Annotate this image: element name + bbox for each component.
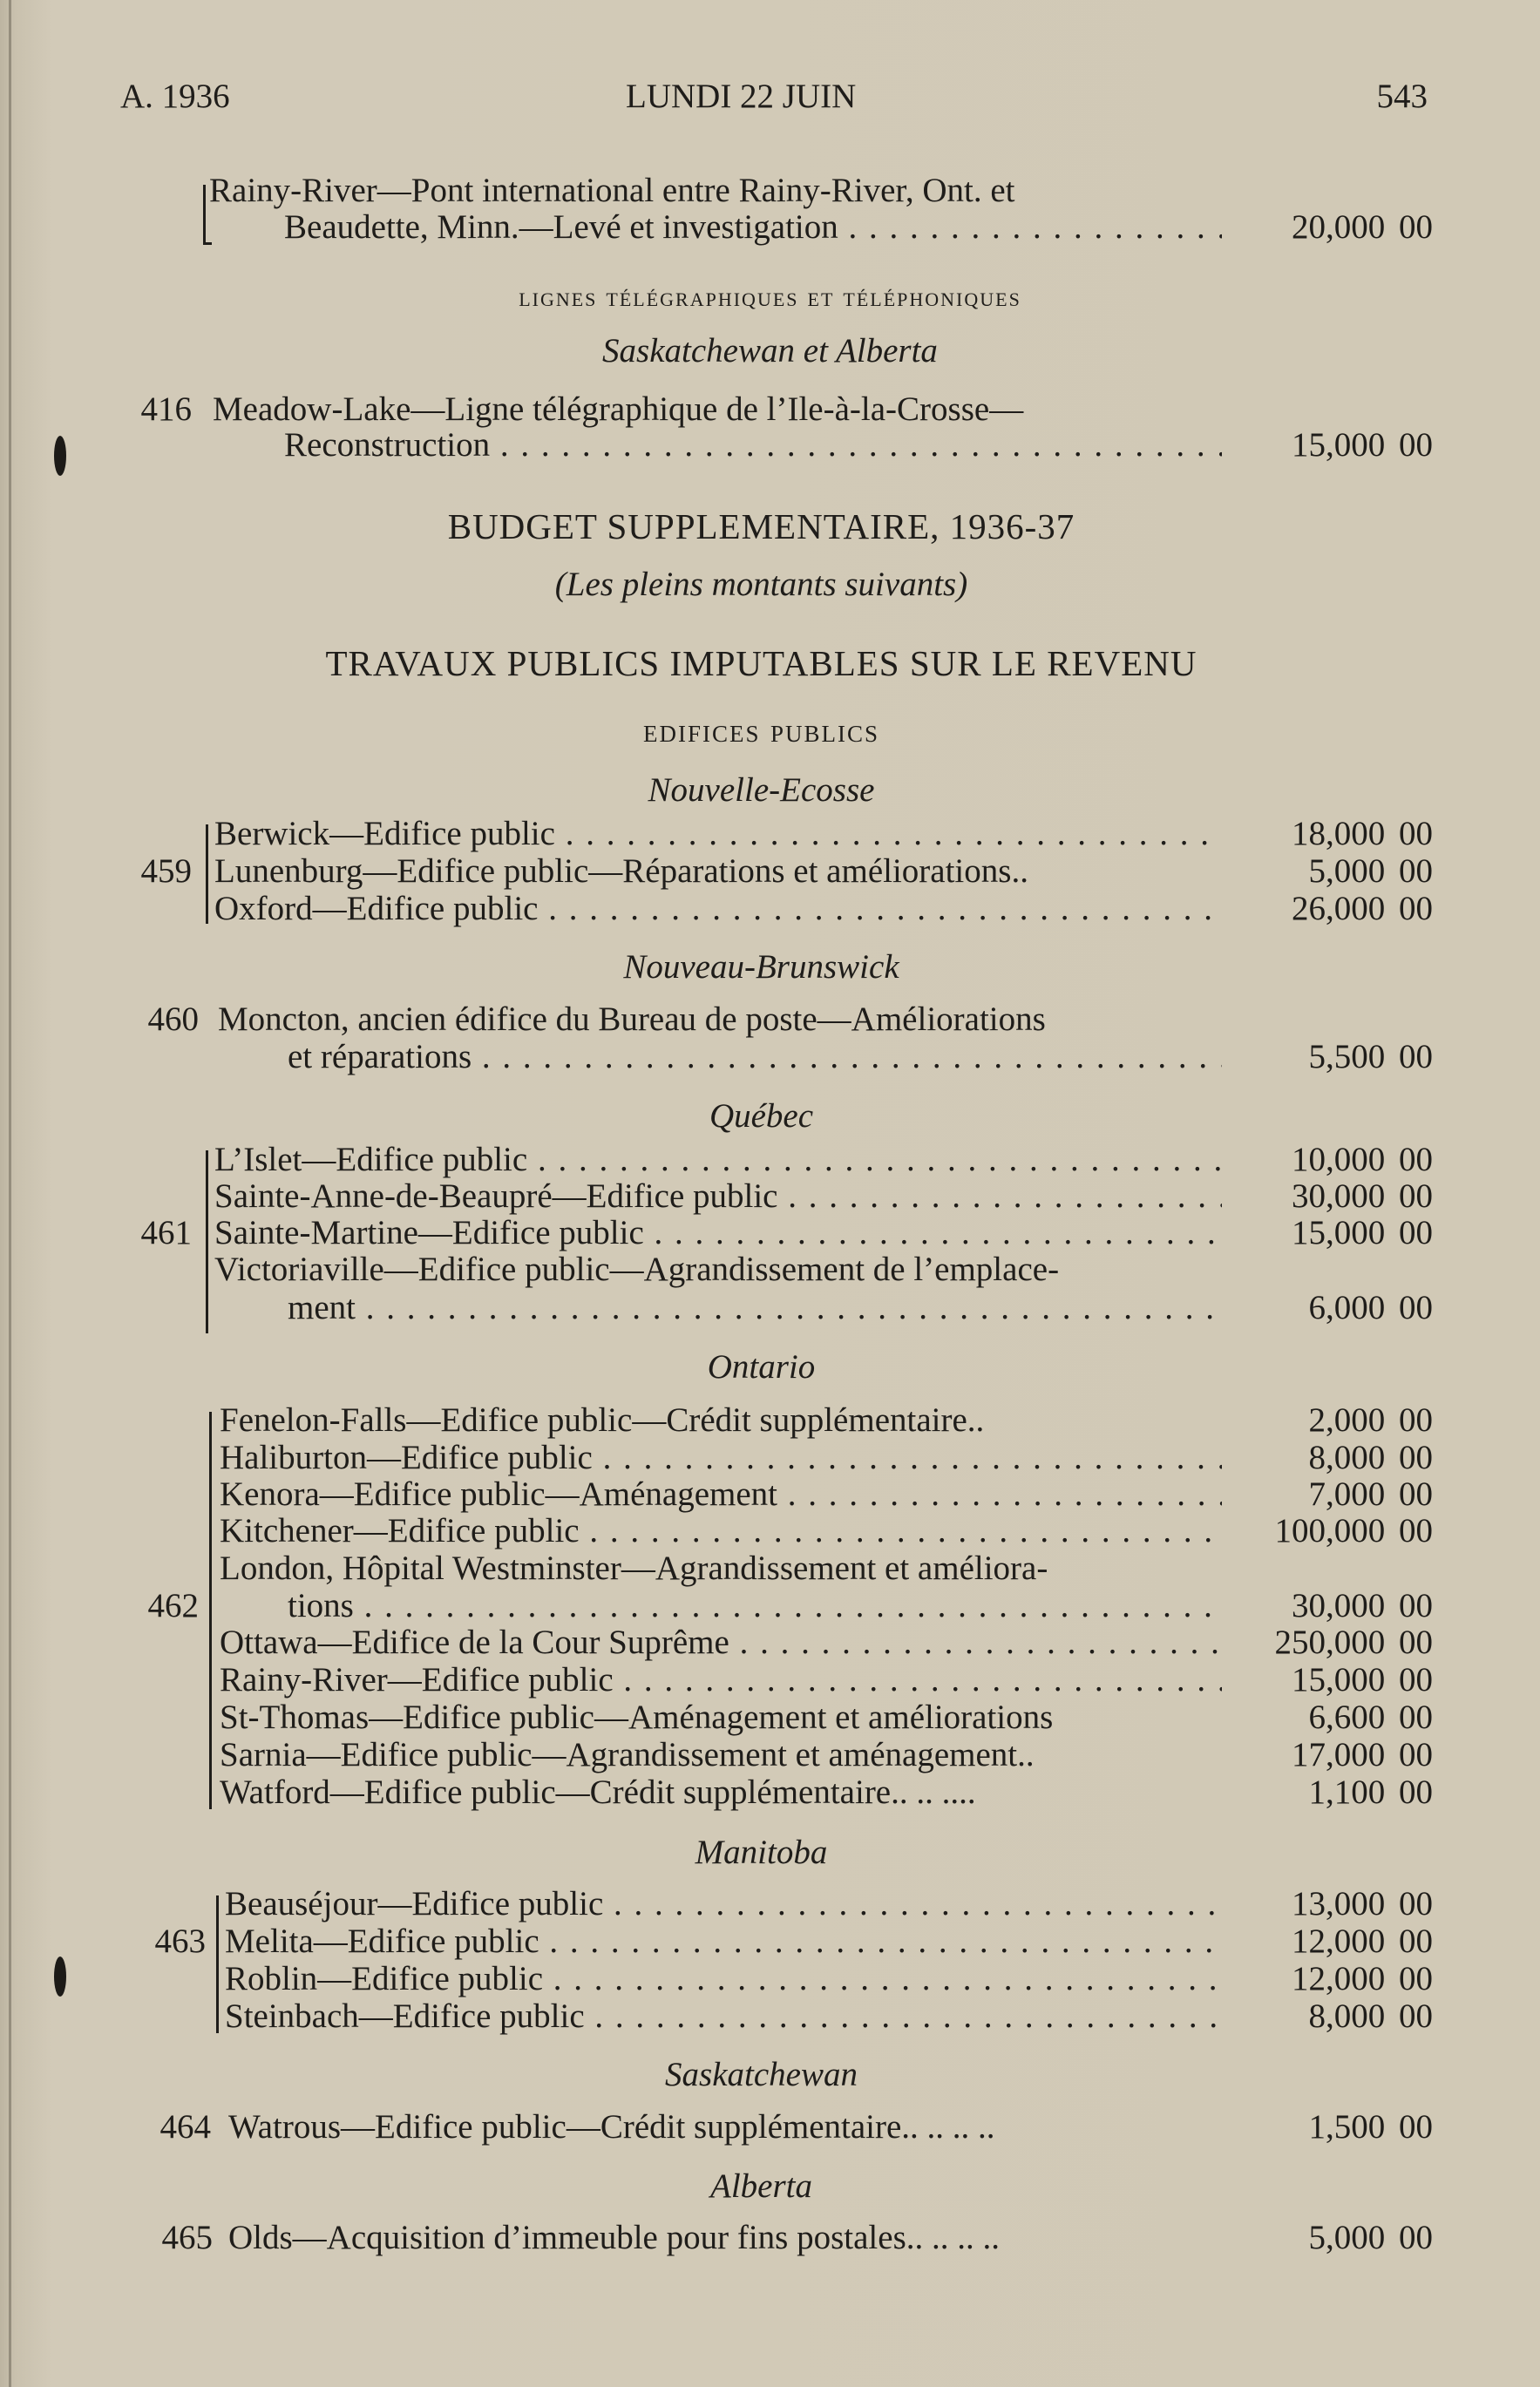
entry-text: ment . . .: [288, 1288, 1222, 1328]
entry-text: Oxford—Edifice public . . .: [214, 889, 1222, 929]
session-year: A. 1936: [120, 78, 230, 115]
entry-line: [0, 390, 1540, 430]
entry-amount: 30,000 00: [1292, 1177, 1433, 1215]
entry-line: [0, 1623, 1540, 1663]
entry-text: tions . . .: [288, 1586, 1222, 1626]
entry-line: [0, 1735, 1540, 1775]
entry-amount: 12,000 00: [1292, 1960, 1433, 1997]
entry-text: Sarnia—Edifice public—Agrandissement et aménagement..: [220, 1736, 1035, 1773]
entry-text: Watrous—Edifice public—Crédit supplémentaire.. .. .. ..: [228, 2108, 995, 2146]
entry-line: [0, 1884, 1540, 1924]
entry-text: Fenelon-Falls—Edifice public—Crédit supplémentaire..: [220, 1401, 985, 1439]
region-heading: Ontario: [707, 1348, 816, 1386]
entry-text: Rainy-River—Edifice public . . .: [220, 1660, 1222, 1700]
vote-number: 459: [140, 852, 192, 890]
vote-number: 463: [154, 1922, 206, 1960]
entry-line: [0, 1586, 1540, 1626]
entry-text: Lunenburg—Edifice public—Réparations et améliorations..: [214, 852, 1028, 890]
entry-amount: 13,000 00: [1292, 1885, 1433, 1922]
entry-text: Watford—Edifice public—Crédit supplémentaire.. .. ....: [220, 1773, 976, 1811]
entry-line: [0, 1549, 1540, 1589]
vote-number: 416: [140, 390, 192, 428]
entry-amount: 1,100 00: [1308, 1773, 1433, 1811]
region-heading: Alberta: [710, 2167, 812, 2205]
entry-text: Beauséjour—Edifice public . . .: [225, 1884, 1222, 1924]
entry-line: [0, 171, 1540, 211]
page-number: 543: [1376, 78, 1428, 115]
entry-amount: 250,000 00: [1274, 1624, 1433, 1661]
entry-line: [0, 1773, 1540, 1813]
entry-text: Sainte-Martine—Edifice public . . .: [214, 1213, 1222, 1253]
entry-amount: 26,000 00: [1292, 890, 1433, 927]
entry-line: [0, 1400, 1540, 1441]
entry-text: L’Islet—Edifice public . . .: [214, 1140, 1222, 1180]
entry-amount: 1,500 00: [1308, 2108, 1433, 2146]
entry-amount: 6,600 00: [1308, 1699, 1433, 1736]
entry-amount: 17,000 00: [1292, 1736, 1433, 1773]
entry-line: [0, 2218, 1540, 2258]
entry-text: Sainte-Anne-de-Beaupré—Edifice public . . .: [214, 1177, 1222, 1217]
entry-amount: 7,000 00: [1308, 1475, 1433, 1513]
entry-amount: 15,000 00: [1292, 1661, 1433, 1699]
entry-amount: 8,000 00: [1308, 1439, 1433, 1476]
entry-amount: 8,000 00: [1308, 1997, 1433, 2035]
travaux-heading: TRAVAUX PUBLICS IMPUTABLES SUR LE REVENU: [325, 643, 1197, 683]
entry-text: Roblin—Edifice public . . .: [225, 1959, 1222, 1999]
entry-text: Kitchener—Edifice public . . .: [220, 1511, 1222, 1551]
entry-amount: 20,000 00: [1292, 208, 1433, 246]
entry-text: Rainy-River—Pont international entre Rainy-River, Ont. et: [209, 172, 1015, 209]
entry-amount: 5,000 00: [1308, 2219, 1433, 2256]
entry-line: [0, 2107, 1540, 2147]
entry-text: Olds—Acquisition d’immeuble pour fins postales.. .. .. ..: [228, 2219, 1001, 2256]
entry-amount: 15,000 00: [1292, 1214, 1433, 1251]
entry-line: [0, 207, 1540, 248]
region-heading: Saskatchewan: [665, 2056, 858, 2093]
entry-amount: 10,000 00: [1292, 1141, 1433, 1178]
region-heading: Saskatchewan et Alberta: [602, 332, 938, 370]
entry-line: [0, 1213, 1540, 1253]
entry-line: [0, 1000, 1540, 1040]
entry-amount: 5,500 00: [1308, 1038, 1433, 1075]
vote-number: 460: [147, 1000, 199, 1038]
entry-text: Victoriaville—Edifice public—Agrandissement de l’emplace-: [214, 1251, 1060, 1288]
edifices-heading: edifices publics: [642, 713, 880, 749]
entry-text: Steinbach—Edifice public . . .: [225, 1997, 1222, 2037]
entry-text: London, Hôpital Westminster—Agrandissement et améliora-: [220, 1550, 1048, 1587]
section-heading: lignes télégraphiques et téléphoniques: [519, 281, 1021, 312]
budget-subtitle: (Les pleins montants suivants): [554, 566, 968, 603]
entry-line: [0, 1438, 1540, 1478]
page-date: LUNDI 22 JUIN: [626, 78, 857, 115]
entry-text: et réparations . . .: [288, 1037, 1222, 1077]
region-heading: Manitoba: [695, 1834, 828, 1871]
entry-text: St-Thomas—Edifice public—Aménagement et améliorations: [220, 1699, 1054, 1736]
entry-line: [0, 1177, 1540, 1217]
entry-line: [0, 1698, 1540, 1738]
entry-line: [0, 851, 1540, 892]
entry-line: [0, 1959, 1540, 1999]
entry-text: Meadow-Lake—Ligne télégraphique de l’Ile-à-la-Crosse—: [213, 390, 1024, 428]
entry-line: [0, 1475, 1540, 1515]
page-header: [120, 77, 1428, 120]
entry-text: Berwick—Edifice public . . .: [214, 814, 1222, 854]
region-heading: Nouveau-Brunswick: [623, 948, 899, 986]
entry-amount: 2,000 00: [1308, 1401, 1433, 1439]
entry-line: [0, 889, 1540, 929]
entry-line: [0, 1511, 1540, 1551]
entry-line: [0, 1288, 1540, 1328]
entry-text: Ottawa—Edifice de la Cour Suprême . . .: [220, 1623, 1222, 1663]
entry-line: [0, 1140, 1540, 1180]
vote-number: 461: [140, 1214, 192, 1251]
entry-amount: 100,000 00: [1274, 1512, 1433, 1550]
entry-text: Beaudette, Minn.—Levé et investigation . . .: [284, 207, 1222, 248]
entry-text: Melita—Edifice public . . .: [225, 1922, 1222, 1962]
entry-text: Moncton, ancien édifice du Bureau de poste—Améliorations: [218, 1000, 1046, 1038]
entry-line: [0, 425, 1540, 465]
entry-amount: 18,000 00: [1292, 815, 1433, 852]
entry-line: [0, 814, 1540, 854]
entry-line: [0, 1250, 1540, 1290]
entry-text: Haliburton—Edifice public . . .: [220, 1438, 1222, 1478]
entry-amount: 15,000 00: [1292, 426, 1433, 464]
entry-line: [0, 1660, 1540, 1700]
entry-amount: 12,000 00: [1292, 1922, 1433, 1960]
entry-text: Kenora—Edifice public—Aménagement . . .: [220, 1475, 1222, 1515]
budget-title: BUDGET SUPPLEMENTAIRE, 1936-37: [447, 506, 1075, 546]
entry-amount: 5,000 00: [1308, 852, 1433, 890]
entry-amount: 6,000 00: [1308, 1289, 1433, 1326]
vote-number: 464: [159, 2108, 211, 2146]
region-heading: Nouvelle-Ecosse: [648, 771, 875, 809]
vote-number: 462: [147, 1587, 199, 1624]
entry-amount: 30,000 00: [1292, 1587, 1433, 1624]
vote-number: 465: [161, 2219, 213, 2256]
entry-line: [0, 1037, 1540, 1077]
region-heading: Québec: [709, 1097, 814, 1135]
entry-line: [0, 1922, 1540, 1962]
entry-text: Reconstruction . . .: [284, 425, 1222, 465]
entry-line: [0, 1997, 1540, 2037]
